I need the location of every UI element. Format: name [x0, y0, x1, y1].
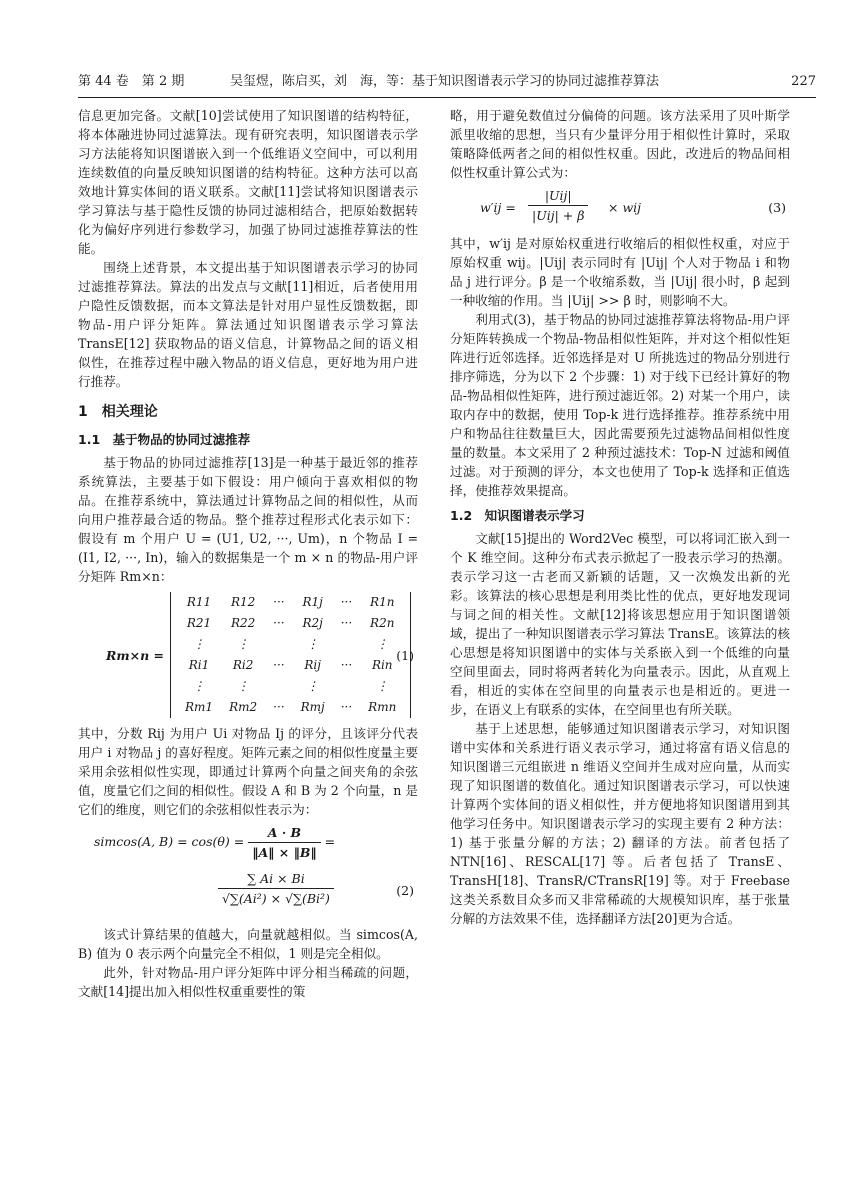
matrix-cell: ⋮ — [237, 637, 250, 651]
matrix-cell: ⋮ — [193, 637, 206, 651]
matrix-row — [177, 592, 404, 613]
section-heading: 1 相关理论 — [78, 404, 158, 420]
journal-volume: 第 44 卷 第 2 期 — [78, 74, 185, 89]
matrix-cell: ··· — [273, 595, 285, 609]
matrix-cell: ⋮ — [237, 679, 250, 693]
matrix-cell: Rmn — [368, 700, 397, 714]
running-title: 吴玺煜，陈启买，刘 海，等：基于知识图谱表示学习的协同过滤推荐算法 — [230, 74, 660, 89]
paragraph: 文献[15]提出的 Word2Vec 模型，可以将词汇嵌入到一个 K 维空间。这种分布式表示掀起了一股表示学习的热潮。表示学习这一古老而又新颖的话题，又一次焕发出新的光彩。该算法的核心思想是利用类比性的优点，更好地发现词与词之间的相关性。文献[12]将该思想应用于知识图谱领域，提出了一种知识图谱表示学习算法 TransE。该算法的核心思想是将知识图谱中的实体与关系嵌入到一个低维的向量空间里面去，同时将两者转化为向量表示。因此，从直观上看，相近的实体在空间里的向量表示也是相近的。更进一步，在语义上有联系的实体，在空间里也有所关联。 — [450, 531, 790, 717]
matrix-cell: ··· — [273, 616, 285, 630]
matrix-cell: Rm2 — [229, 700, 258, 714]
rating-matrix — [170, 592, 411, 718]
matrix-cell: Ri2 — [232, 658, 254, 672]
paragraph: 此外，针对物品-用户评分矩阵中评分相当稀疏的问题，文献[14]提出加入相似性权重重要性的策 — [78, 965, 418, 999]
fraction — [248, 823, 320, 862]
matrix-cell: R2j — [302, 616, 323, 630]
fraction — [528, 186, 588, 225]
equation-number: (3) — [768, 200, 786, 215]
matrix-cell: ··· — [340, 595, 353, 609]
matrix-cell: R21 — [186, 616, 212, 630]
matrix-cell: R12 — [230, 595, 256, 609]
matrix-row — [177, 634, 404, 655]
matrix-cell — [333, 634, 360, 655]
equation-number: (2) — [396, 883, 414, 898]
matrix-cell: ··· — [340, 658, 353, 672]
matrix-cell: ⋮ — [376, 679, 389, 693]
matrix-cell: Rm1 — [185, 700, 214, 714]
paragraph: 其中，w′ij 是对原始权重进行收缩后的相似性权重，对应于原始权重 wij。|Uij| 表示同时有 |Uij| 个人对于物品 i 和物品 j 进行评分。β 是一个收缩系数，当 |Uij| 很小时，β 起到一种收缩的作用。当 |Uij| >> β 时，则影响不大。 — [450, 236, 790, 308]
matrix-row — [177, 613, 404, 634]
paragraph: 围绕上述背景，本文提出基于知识图谱表示学习的协同过滤推荐算法。算法的出发点与文献[11]相近，后者使用用户隐性反馈数据，而本文算法是针对用户显性反馈数据，即物品-用户评分矩阵。算法通过知识图谱表示学习算法 TransE[12] 获取物品的语义信息，计算物品之间的语义相似性，在推荐过程中融入物品的语义信息，更好地为用户进行推荐。 — [78, 260, 418, 389]
equation-lhs: simcos(A, B) = cos(θ) = — [94, 834, 245, 849]
matrix-row — [177, 676, 404, 697]
matrix-row — [177, 655, 404, 676]
equation-rhs: × wij — [608, 200, 642, 215]
paragraph: 利用式(3)，基于物品的协同过滤推荐算法将物品-用户评分矩阵转换成一个物品-物品相似性矩阵，并对这个相似性矩阵进行近邻选择。近邻选择是对 U 所挑选过的物品分别进行排序筛选，分为以下 2 个步骤：1) 对于线下已经计算好的物品-物品相似性矩阵，进行预过滤近邻。2) 对某一个用户，读取内存中的数据，使用 Top-k 进行选择推荐。推荐系统中用户和物品往往数量巨大，因此需要预先过滤物品间相似性度量的数量。本文采用了 2 种预过滤技术：Top-N 过滤和阈值过滤。对于预测的评分，本文也使用了 Top-k 选择和正值选择，使推荐效果提高。 — [450, 312, 790, 498]
paragraph: 略，用于避免数值过分偏倚的问题。该方法采用了贝叶斯学派里收缩的思想，当只有少量评分用于相似性计算时，采取策略降低两者之间的相似性权重。因此，改进后的物品间相似性权重计算公式为： — [450, 108, 790, 180]
right-column — [450, 106, 790, 928]
matrix-cell — [265, 634, 292, 655]
header-rule — [78, 97, 816, 98]
numerator: ∑ Ai × Bi — [218, 869, 334, 889]
equation-2: simcos(A, B) = cos(θ) = $\frac{A \cdot B}{‖A‖ \times ‖B‖}$ = $\frac{\sum Ai \times Bi}{\text{√∑(Ai²) × √∑(Bi²)}}$ (2) — [94, 825, 414, 906]
matrix-cell: R2n — [370, 616, 395, 630]
matrix-cell: R1n — [370, 595, 395, 609]
matrix-cell: R11 — [186, 595, 212, 609]
paragraph: 其中，分数 Rij 为用户 Ui 对物品 Ij 的评分，且该评分代表用户 i 对物品 j 的喜好程度。矩阵元素之间的相似性度量主要采用余弦相似性实现，即通过计算两个向量之间夹角的余弦值，度量它们之间的相似性。假设 A 和 B 为 2 个向量，n 是它们的维度，则它们的余弦相似性表示为： — [78, 726, 418, 817]
equation-3 — [480, 186, 790, 230]
denominator: ‖A‖ × ‖B‖ — [252, 845, 317, 860]
paragraph: 基于上述思想，能够通过知识图谱表示学习，对知识图谱中实体和关系进行语义表示学习，通过将富有语义信息的知识图谱三元组嵌进 n 维语义空间并生成对应向量，从而实现了知识图谱的数值化。通过知识图谱表示学习，可以快速计算两个实体间的语义相似性，并方便地将知识图谱用到其他学习任务中。知识图谱表示学习的实现主要有 2 种方法：1) 基于张量分解的方法；2) 翻译的方法。前者包括了 NTN[16]、RESCAL[17] 等。后者包括了 TransE、TransH[18]、TransR/CTransR[19] 等。对于 Freebase 这类关系数目众多而又非常稀疏的大规模知识库，基于张量分解的方法效果不佳，选择翻译方法[20]更为合适。 — [450, 721, 790, 926]
subsection-heading: 1.1 基于物品的协同过滤推荐 — [78, 432, 251, 447]
paragraph: 信息更加完备。文献[10]尝试使用了知识图谱的结构特征，将本体融进协同过滤算法。现有研究表明，知识图谱表示学习方法能将知识图谱嵌入到一个低维语义空间中，可以利用连续数值的向量反映知识图谱的结构特征。这种方法可以高效地计算实体间的语义联系。文献[11]尝试将知识图谱表示学习算法与基于隐性反馈的协同过滤相结合，把原始数据转化为偏好序列进行参数学习，加强了协同过滤推荐算法的性能。 — [78, 108, 418, 256]
paragraph: 该式计算结果的值越大，向量就越相似。当 simcos(A, B) 值为 0 表示两个向量完全不相似，1 则是完全相似。 — [78, 927, 418, 961]
matrix-cell: ··· — [273, 700, 285, 714]
matrix-cell: Ri1 — [188, 658, 210, 672]
denominator: √∑(Ai²) × √∑(Bi²) — [222, 891, 330, 906]
matrix-cell: ⋮ — [376, 637, 389, 651]
numerator: |Uij| — [528, 186, 588, 206]
matrix-cell: Rmj — [300, 700, 325, 714]
matrix-row — [177, 697, 404, 718]
equation-lhs: w′ij = — [480, 200, 516, 215]
left-column — [78, 106, 418, 1001]
fraction — [218, 869, 334, 908]
matrix-cell: ··· — [273, 658, 285, 672]
matrix-cell: ⋮ — [193, 679, 206, 693]
page-number: 227 — [791, 74, 816, 89]
matrix-cell: Rij — [304, 658, 321, 672]
subsection-heading: 1.2 知识图谱表示学习 — [450, 508, 585, 523]
equation-1 — [106, 590, 418, 720]
denominator: |Uij| + β — [532, 208, 585, 223]
matrix-cell: ··· — [340, 700, 353, 714]
running-header — [78, 72, 816, 92]
matrix-cell: Rin — [371, 658, 393, 672]
matrix-cell: R1j — [302, 595, 323, 609]
matrix-cell: ⋮ — [306, 637, 319, 651]
numerator: A · B — [248, 823, 320, 843]
matrix-cell — [265, 676, 292, 697]
matrix-cell: ··· — [340, 616, 353, 630]
equation-number: (1) — [396, 648, 414, 663]
matrix-cell: R22 — [230, 616, 256, 630]
matrix-label: Rm×n = — [106, 648, 165, 663]
matrix-cell — [333, 676, 360, 697]
paragraph: 基于物品的协同过滤推荐[13]是一种基于最近邻的推荐系统算法，主要基于如下假设：用户倾向于喜欢相似的物品。在推荐系统中，算法通过计算物品之间的相似性，从而向用户推荐最合适的物品。整个推荐过程形式化表示如下：假设有 m 个用户 U = (U1, U2, ···, Um)，n 个物品 I = (I1, I2, ···, In)，输入的数据集是一个 m × n 的物品-用户评分矩阵 Rm×n： — [78, 455, 418, 584]
matrix-cell: ⋮ — [306, 679, 319, 693]
